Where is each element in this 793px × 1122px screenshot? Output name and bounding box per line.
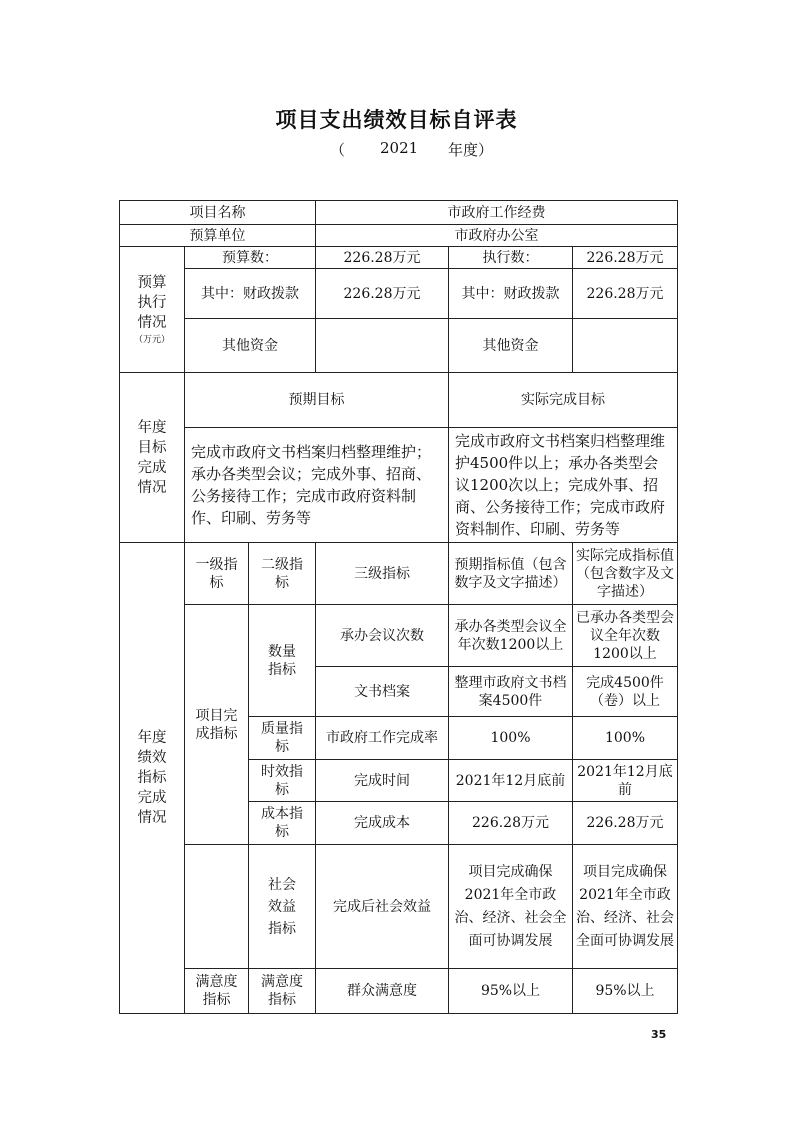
quantity-label [249,605,316,717]
social-level1 [185,845,249,969]
satisfaction-expected: 95%以上 [449,969,573,1014]
subtitle-close: 年度） [448,141,494,159]
level3-header: 三级指标 [316,543,449,605]
table-row [120,225,678,247]
cost-expected: 226.28万元 [449,802,573,845]
expected-value-header: 预期指标值（包含数字及文字描述） [449,543,573,605]
cost-level3: 完成成本 [316,802,449,845]
row1-level3: 承办会议次数 [316,605,449,667]
fiscal-budget-value: 226.28万元 [316,269,449,319]
satisfaction-level1-text: 满意度指标 [195,974,238,1008]
annual-goal-section-text: 年度目标完成情况 [137,419,167,496]
timeliness-actual: 2021年12月底前 [573,760,678,802]
indicator-section-text: 年度绩效指标完成情况 [137,730,167,826]
table-row [120,269,678,319]
level1-header [185,543,249,605]
quality-expected: 100% [449,717,573,760]
row2-expected: 整理市政府文书档案4500件 [449,667,573,717]
cost-level2 [249,802,316,845]
satisfaction-level2-text: 满意度指标 [261,974,303,1008]
satisfaction-level2 [249,969,316,1014]
quantity-label-text: 数量指标 [267,643,296,678]
timeliness-level2-text: 时效指标 [261,763,303,798]
timeliness-expected: 2021年12月底前 [449,760,573,802]
other-funds-label: 其他资金 [185,319,316,373]
page-number: 35 [651,1028,667,1041]
satisfaction-actual: 95%以上 [573,969,678,1014]
subtitle-open: （ [330,141,346,159]
quality-level3: 市政府工作完成率 [316,717,449,760]
level2-header-text: 二级指标 [261,556,303,591]
annual-goal-section-label [120,373,185,543]
budget-section-text: 预算执行情况 [137,274,167,331]
level1-header-text: 一级指标 [195,556,238,591]
table-row [120,373,678,428]
project-name-value: 市政府工作经费 [316,201,678,225]
budget-section-label [120,247,185,373]
row2-actual: 完成4500件（卷）以上 [573,667,678,717]
level2-header [249,543,316,605]
indicator-section-label [120,543,185,1014]
year-subtitle [330,139,500,161]
cost-level2-text: 成本指标 [261,806,303,840]
exec-value: 226.28万元 [573,247,678,269]
actual-goal-header: 实际完成目标 [449,373,678,428]
row1-actual: 已承办各类型会议全年次数1200以上 [573,605,678,667]
table-row [120,319,678,373]
fiscal-exec-label: 其中：财政拨款 [449,269,573,319]
fiscal-exec-value: 226.28万元 [573,269,678,319]
social-level2 [249,845,316,969]
project-name-label: 项目名称 [120,201,316,225]
quality-level2-text: 质量指标 [261,721,303,755]
budget-section-unit: （万元） [133,334,170,345]
subtitle-year: 2021 [380,139,419,157]
social-level3: 完成后社会效益 [316,845,449,969]
social-expected: 项目完成确保2021年全市政治、经济、社会全面可协调发展 [449,845,573,969]
fiscal-label: 其中：财政拨款 [185,269,316,319]
other-funds-exec-label: 其他资金 [449,319,573,373]
page-title: 项目支出绩效目标自评表 [275,107,518,132]
other-funds-exec [573,319,678,373]
table-row [120,845,678,969]
social-actual: 项目完成确保2021年全市政治、经济、社会全面可协调发展 [573,845,678,969]
cost-actual: 226.28万元 [573,802,678,845]
table-row [120,428,678,543]
exec-label: 执行数： [449,247,573,269]
quality-actual: 100% [573,717,678,760]
row2-level3: 文书档案 [316,667,449,717]
budget-unit-label: 预算单位 [120,225,316,247]
budget-value: 226.28万元 [316,247,449,269]
table-row [120,247,678,269]
expected-goal-text: 完成市政府文书档案归档整理维护；承办各类型会议；完成外事、招商、公务接待工作；完成市政府资料制作、印刷、劳务等 [185,428,449,543]
group1-label [185,605,249,845]
budget-label: 预算数： [185,247,316,269]
timeliness-level2 [249,760,316,802]
table-row [120,543,678,605]
group1-label-text: 项目完成指标 [195,707,238,742]
other-funds-budget [316,319,449,373]
table-row [120,201,678,225]
satisfaction-level3: 群众满意度 [316,969,449,1014]
expected-goal-header: 预期目标 [185,373,449,428]
performance-table [119,200,678,1014]
row1-expected: 承办各类型会议全年次数1200以上 [449,605,573,667]
actual-value-header: 实际完成指标值（包含数字及文字描述） [573,543,678,605]
budget-unit-value: 市政府办公室 [316,225,678,247]
satisfaction-level1 [185,969,249,1014]
table-row [120,969,678,1014]
actual-goal-text: 完成市政府文书档案归档整理维护4500件以上；承办各类型会议1200次以上；完成外事、招商、公务接待工作；完成市政府资料制作、印刷、劳务等 [449,428,678,543]
quality-level2 [249,717,316,760]
social-level2-text: 社会效益指标 [267,876,296,937]
table-row [120,605,678,667]
timeliness-level3: 完成时间 [316,760,449,802]
